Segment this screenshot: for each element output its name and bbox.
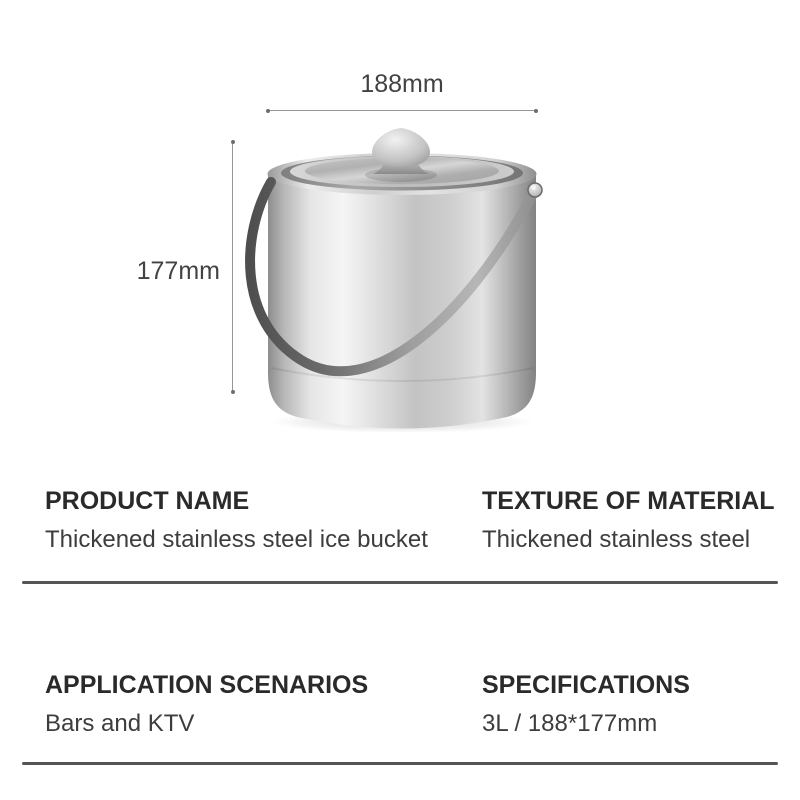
width-dimension-line (268, 110, 536, 111)
spec-texture-of-material (482, 486, 782, 555)
spec-label-product-name: PRODUCT NAME (45, 487, 250, 515)
dimension-line-end-dot (231, 390, 235, 394)
section-divider (22, 581, 778, 584)
spec-value-application: Bars and KTV (45, 710, 195, 737)
spec-value-product-name: Thickened stainless steel ice bucket (45, 526, 428, 553)
dimension-line-end-dot (266, 109, 270, 113)
spec-value-specifications: 3L / 188*177mm (482, 710, 658, 737)
spec-label-specifications: SPECIFICATIONS (482, 671, 690, 699)
spec-value-texture: Thickened stainless steel (482, 526, 751, 553)
ice-bucket-illustration (235, 122, 565, 442)
spec-label-application: APPLICATION SCENARIOS (45, 671, 369, 699)
dimension-line-end-dot (231, 140, 235, 144)
spec-application-scenarios (45, 670, 475, 739)
product-photo-ice-bucket (235, 122, 565, 442)
height-dimension-line (232, 142, 233, 392)
dimension-line-end-dot (534, 109, 538, 113)
spec-label-texture: TEXTURE OF MATERIAL (482, 487, 775, 515)
spec-product-name (45, 486, 475, 555)
section-divider (22, 762, 778, 765)
width-dimension-label: 188mm (360, 70, 444, 98)
spec-specifications (482, 670, 782, 739)
height-dimension-label: 177mm (136, 257, 220, 285)
